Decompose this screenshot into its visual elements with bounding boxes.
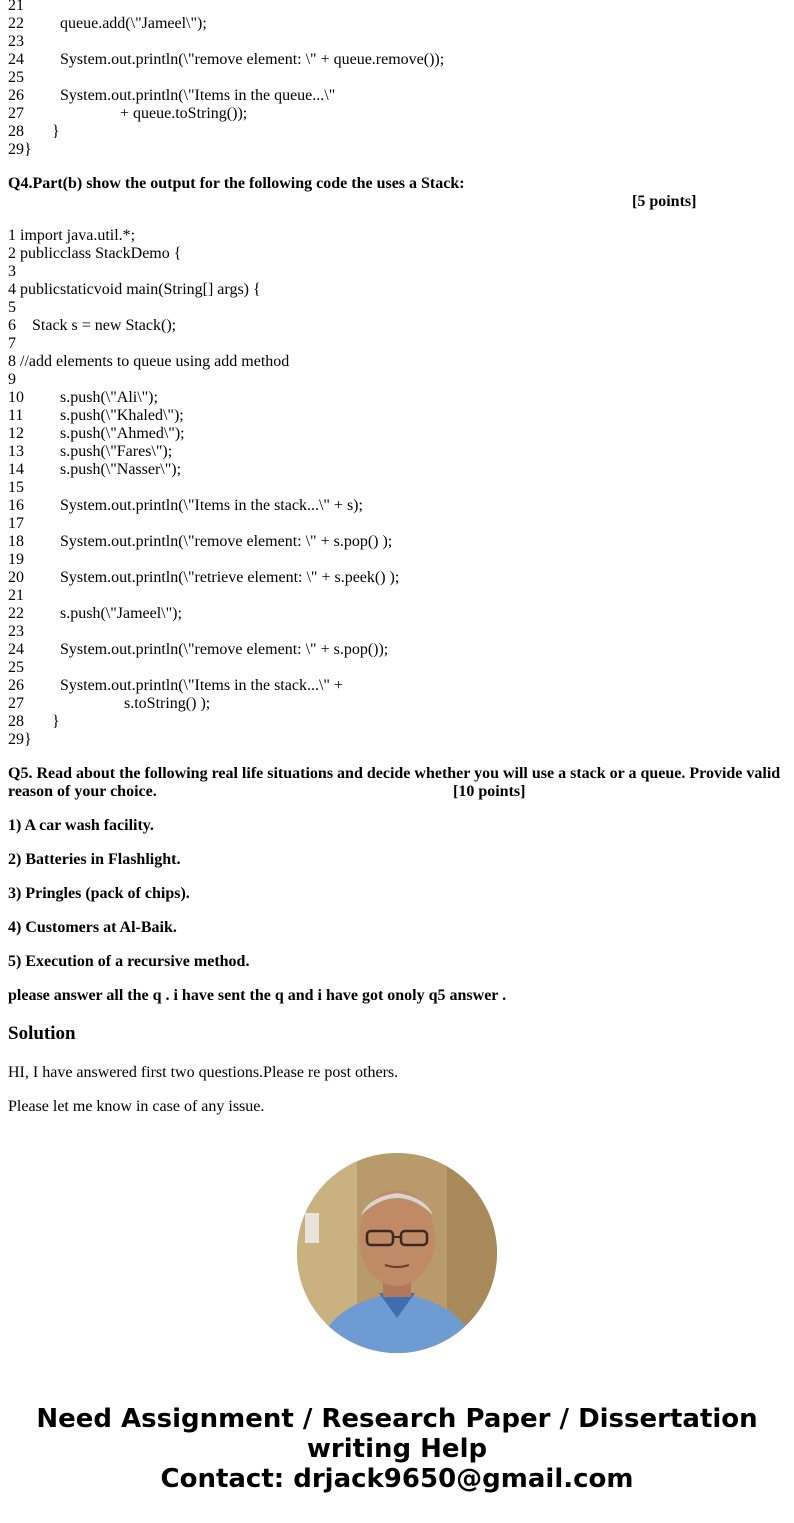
q5-question-line2: reason of your choice.	[8, 783, 157, 800]
code-line: 18 System.out.println(\"remove element: \" + s.pop() );	[8, 533, 393, 550]
footer-line: Need Assignment / Research Paper / Dissertation	[36, 1404, 758, 1434]
code-line: 22 s.push(\"Jameel\");	[8, 605, 182, 622]
code-line: 10 s.push(\"Ali\");	[8, 389, 158, 406]
code-line: 21	[8, 0, 24, 14]
q5-item: 3) Pringles (pack of chips).	[8, 885, 190, 902]
footer-contact: Contact: drjack9650@gmail.com	[160, 1464, 634, 1494]
code-line: 29 }	[8, 141, 32, 158]
code-line: 21	[8, 587, 24, 604]
solution-paragraph: Please let me know in case of any issue.	[8, 1098, 265, 1115]
portrait-illustration	[297, 1153, 497, 1353]
code-line: 24 System.out.println(\"remove element: \" + s.pop());	[8, 641, 389, 658]
code-line: 25	[8, 69, 24, 86]
code-line: 3	[8, 263, 16, 280]
code-line: 6 Stack s = new Stack();	[8, 317, 177, 334]
q4b-points: [5 points]	[632, 193, 697, 210]
code-line: 28 }	[8, 123, 60, 140]
code-line: 17	[8, 515, 24, 532]
q5-item: 1) A car wash facility.	[8, 817, 154, 834]
author-photo	[297, 1153, 497, 1353]
code-line: 7	[8, 335, 16, 352]
code-line: 8 //add elements to queue using add method	[8, 353, 290, 370]
code-line: 20 System.out.println(\"retrieve element: \" + s.peek() );	[8, 569, 400, 586]
solution-heading: Solution	[8, 1023, 76, 1044]
solution-paragraph: HI, I have answered first two questions.Please re post others.	[8, 1064, 399, 1081]
q5-question-line1: Q5. Read about the following real life situations and decide whether you will use a stack or a queue. Provide valid	[8, 765, 781, 782]
code-line: 29 }	[8, 731, 32, 748]
code-line: 25	[8, 659, 24, 676]
code-line: 27 s.toString() );	[8, 695, 211, 712]
code-line: 27 + queue.toString());	[8, 105, 248, 122]
code-line: 19	[8, 551, 24, 568]
q4b-title: Q4.Part(b) show the output for the following code the uses a Stack:	[8, 175, 465, 192]
q5-item: 2) Batteries in Flashlight.	[8, 851, 181, 868]
q5-item: 5) Execution of a recursive method.	[8, 953, 250, 970]
footer-line: writing Help	[306, 1434, 488, 1464]
code-line: 15	[8, 479, 24, 496]
code-line: 28 }	[8, 713, 60, 730]
code-line: 2 publicclass StackDemo {	[8, 245, 182, 262]
q5-points: [10 points]	[453, 783, 526, 800]
code-line: 1 import java.util.*;	[8, 227, 136, 244]
code-line: 4 publicstaticvoid main(String[] args) {	[8, 281, 261, 298]
code-line: 11 s.push(\"Khaled\");	[8, 407, 184, 424]
code-line: 12 s.push(\"Ahmed\");	[8, 425, 185, 442]
code-line: 13 s.push(\"Fares\");	[8, 443, 173, 460]
code-line: 14 s.push(\"Nasser\");	[8, 461, 182, 478]
q5-item: 4) Customers at Al-Baik.	[8, 919, 177, 936]
code-line: 23	[8, 33, 24, 50]
code-line: 24 System.out.println(\"remove element: \" + queue.remove());	[8, 51, 445, 68]
code-line: 23	[8, 623, 24, 640]
q5-note: please answer all the q . i have sent the q and i have got onoly q5 answer .	[8, 987, 507, 1004]
code-line: 22 queue.add(\"Jameel\");	[8, 15, 207, 32]
code-line: 26 System.out.println(\"Items in the stack...\" +	[8, 677, 343, 694]
code-line: 16 System.out.println(\"Items in the stack...\" + s);	[8, 497, 363, 514]
code-line: 26 System.out.println(\"Items in the queue...\"	[8, 87, 336, 104]
code-line: 5	[8, 299, 16, 316]
code-line: 9	[8, 371, 16, 388]
